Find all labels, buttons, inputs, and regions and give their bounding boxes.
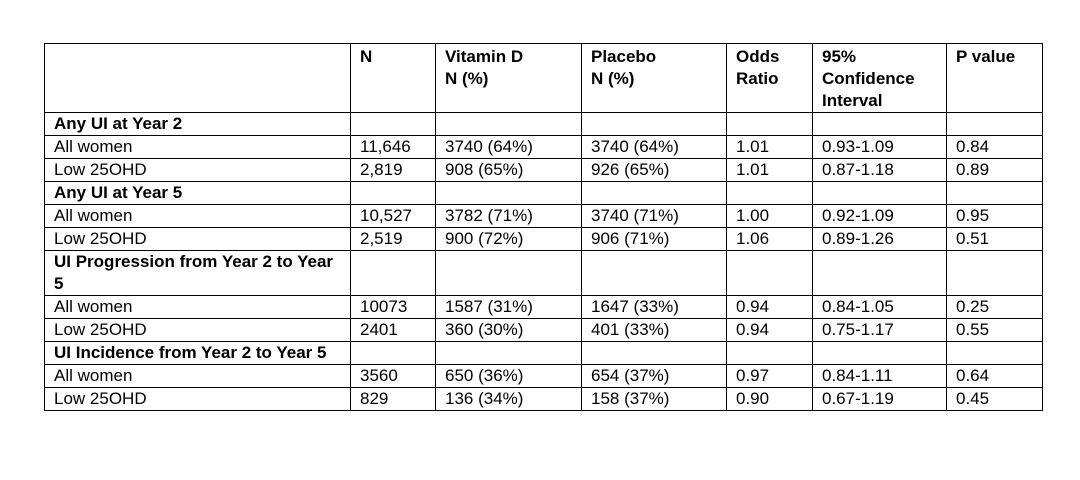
results-table — [44, 43, 1043, 411]
cell-row-label: All women — [45, 296, 351, 319]
cell-p-value: 0.25 — [947, 296, 1043, 319]
header-text: Placebo — [591, 47, 657, 66]
cell-row-label: Low 25OHD — [45, 228, 351, 251]
cell-confidence-interval: 0.84-1.11 — [813, 365, 947, 388]
header-cell-confidence-interval — [813, 44, 947, 113]
cell-vitamin-d: 908 (65%) — [436, 159, 582, 182]
empty-cell — [351, 251, 436, 296]
section-header-row — [45, 182, 1043, 205]
cell-row-label: All women — [45, 205, 351, 228]
header-cell-p-value — [947, 44, 1043, 113]
cell-row-label: All women — [45, 136, 351, 159]
cell-row-label: All women — [45, 365, 351, 388]
empty-cell — [947, 251, 1043, 296]
cell-placebo: 401 (33%) — [582, 319, 727, 342]
cell-p-value: 0.89 — [947, 159, 1043, 182]
table-row — [45, 296, 1043, 319]
empty-cell — [436, 251, 582, 296]
empty-cell — [351, 342, 436, 365]
cell-p-value: 0.84 — [947, 136, 1043, 159]
cell-n: 2,819 — [351, 159, 436, 182]
cell-confidence-interval: 0.93-1.09 — [813, 136, 947, 159]
cell-p-value: 0.45 — [947, 388, 1043, 411]
cell-n: 829 — [351, 388, 436, 411]
cell-n: 3560 — [351, 365, 436, 388]
cell-vitamin-d: 3740 (64%) — [436, 136, 582, 159]
header-text: Interval — [822, 91, 883, 110]
header-text: 95% — [822, 47, 857, 66]
cell-confidence-interval: 0.89-1.26 — [813, 228, 947, 251]
cell-p-value: 0.51 — [947, 228, 1043, 251]
cell-odds-ratio: 0.97 — [727, 365, 813, 388]
cell-n: 2,519 — [351, 228, 436, 251]
cell-odds-ratio: 0.90 — [727, 388, 813, 411]
cell-placebo: 3740 (64%) — [582, 136, 727, 159]
cell-vitamin-d: 650 (36%) — [436, 365, 582, 388]
table-body — [45, 113, 1043, 411]
table-row — [45, 228, 1043, 251]
cell-placebo: 1647 (33%) — [582, 296, 727, 319]
cell-placebo: 926 (65%) — [582, 159, 727, 182]
header-cell-vitamin-d — [436, 44, 582, 113]
table-row — [45, 159, 1043, 182]
header-cell-blank — [45, 44, 351, 113]
cell-odds-ratio: 1.01 — [727, 136, 813, 159]
header-cell-odds-ratio — [727, 44, 813, 113]
empty-cell — [582, 251, 727, 296]
cell-odds-ratio: 0.94 — [727, 296, 813, 319]
cell-confidence-interval: 0.87-1.18 — [813, 159, 947, 182]
cell-row-label: Low 25OHD — [45, 319, 351, 342]
cell-confidence-interval: 0.67-1.19 — [813, 388, 947, 411]
cell-vitamin-d: 360 (30%) — [436, 319, 582, 342]
header-cell-placebo — [582, 44, 727, 113]
cell-n: 10073 — [351, 296, 436, 319]
empty-cell — [436, 182, 582, 205]
cell-placebo: 654 (37%) — [582, 365, 727, 388]
table-row — [45, 136, 1043, 159]
section-header-row — [45, 342, 1043, 365]
empty-cell — [727, 251, 813, 296]
empty-cell — [813, 342, 947, 365]
empty-cell — [727, 342, 813, 365]
cell-confidence-interval: 0.75-1.17 — [813, 319, 947, 342]
cell-odds-ratio: 1.01 — [727, 159, 813, 182]
empty-cell — [727, 182, 813, 205]
header-text: Vitamin D — [445, 47, 524, 66]
empty-cell — [727, 113, 813, 136]
cell-odds-ratio: 0.94 — [727, 319, 813, 342]
table-row — [45, 388, 1043, 411]
header-text: N (%) — [591, 69, 635, 88]
section-header-row — [45, 251, 1043, 296]
cell-row-label: Low 25OHD — [45, 159, 351, 182]
section-title: UI Progression from Year 2 to Year 5 — [45, 251, 351, 296]
header-text: N — [360, 47, 373, 66]
empty-cell — [351, 182, 436, 205]
cell-n: 2401 — [351, 319, 436, 342]
section-title: Any UI at Year 5 — [45, 182, 351, 205]
header-text: Confidence — [822, 69, 915, 88]
section-title: UI Incidence from Year 2 to Year 5 — [45, 342, 351, 365]
cell-confidence-interval: 0.92-1.09 — [813, 205, 947, 228]
cell-vitamin-d: 900 (72%) — [436, 228, 582, 251]
cell-vitamin-d: 1587 (31%) — [436, 296, 582, 319]
empty-cell — [947, 113, 1043, 136]
section-title: Any UI at Year 2 — [45, 113, 351, 136]
cell-vitamin-d: 136 (34%) — [436, 388, 582, 411]
empty-cell — [436, 113, 582, 136]
table-row — [45, 365, 1043, 388]
header-text: Ratio — [736, 69, 779, 88]
empty-cell — [813, 182, 947, 205]
table-row — [45, 205, 1043, 228]
cell-n: 11,646 — [351, 136, 436, 159]
header-text: P value — [956, 47, 1016, 66]
cell-p-value: 0.95 — [947, 205, 1043, 228]
empty-cell — [947, 342, 1043, 365]
empty-cell — [582, 342, 727, 365]
header-text: N (%) — [445, 69, 489, 88]
cell-confidence-interval: 0.84-1.05 — [813, 296, 947, 319]
cell-odds-ratio: 1.06 — [727, 228, 813, 251]
empty-cell — [436, 342, 582, 365]
empty-cell — [351, 113, 436, 136]
empty-cell — [947, 182, 1043, 205]
table-header-row — [45, 44, 1043, 113]
cell-p-value: 0.55 — [947, 319, 1043, 342]
table-row — [45, 319, 1043, 342]
empty-cell — [813, 113, 947, 136]
header-text: Odds — [736, 47, 780, 66]
cell-placebo: 3740 (71%) — [582, 205, 727, 228]
empty-cell — [582, 182, 727, 205]
cell-odds-ratio: 1.00 — [727, 205, 813, 228]
cell-p-value: 0.64 — [947, 365, 1043, 388]
cell-vitamin-d: 3782 (71%) — [436, 205, 582, 228]
cell-placebo: 158 (37%) — [582, 388, 727, 411]
header-cell-n — [351, 44, 436, 113]
cell-placebo: 906 (71%) — [582, 228, 727, 251]
empty-cell — [582, 113, 727, 136]
section-header-row — [45, 113, 1043, 136]
cell-n: 10,527 — [351, 205, 436, 228]
empty-cell — [813, 251, 947, 296]
cell-row-label: Low 25OHD — [45, 388, 351, 411]
